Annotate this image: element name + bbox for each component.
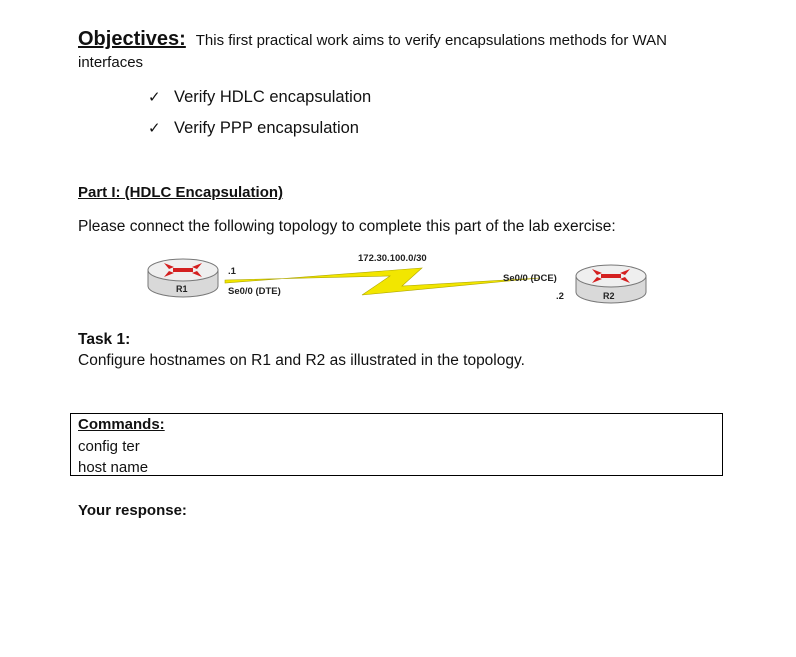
part1-title: Part I: (HDLC Encapsulation)	[78, 184, 284, 201]
command-line: host name	[78, 459, 149, 476]
objective-item-label: Verify HDLC encapsulation	[174, 88, 372, 106]
r1-address-label: .1	[228, 266, 236, 277]
objective-item	[148, 119, 359, 138]
command-line: config ter	[78, 438, 140, 455]
r2-interface-label: Se0/0 (DCE)	[503, 273, 557, 284]
r2-name-label: R2	[603, 291, 615, 301]
objective-item	[148, 88, 371, 107]
part1-instruction: Please connect the following topology to complete this part of the lab exercise:	[78, 218, 616, 235]
objectives-text: This first practical work aims to verify encapsulations methods for WAN	[195, 32, 667, 49]
checkmark-icon: ✓	[148, 89, 161, 106]
r2-address-label: .2	[556, 291, 564, 302]
r1-interface-label: Se0/0 (DTE)	[228, 286, 281, 297]
commands-heading: Commands:	[78, 416, 165, 433]
r1-name-label: R1	[176, 284, 188, 294]
objectives-paragraph	[78, 26, 718, 54]
checkmark-icon: ✓	[148, 120, 161, 137]
topology-diagram	[140, 246, 655, 318]
task1-text: Configure hostnames on R1 and R2 as illustrated in the topology.	[78, 352, 525, 369]
network-address-label: 172.30.100.0/30	[358, 253, 427, 264]
response-label: Your response:	[78, 502, 187, 519]
objectives-text-continued: interfaces	[78, 54, 144, 71]
task1-title: Task 1:	[78, 331, 131, 348]
commands-box	[70, 413, 723, 476]
objective-item-label: Verify PPP encapsulation	[174, 119, 359, 137]
objectives-heading: Objectives:	[78, 28, 186, 50]
